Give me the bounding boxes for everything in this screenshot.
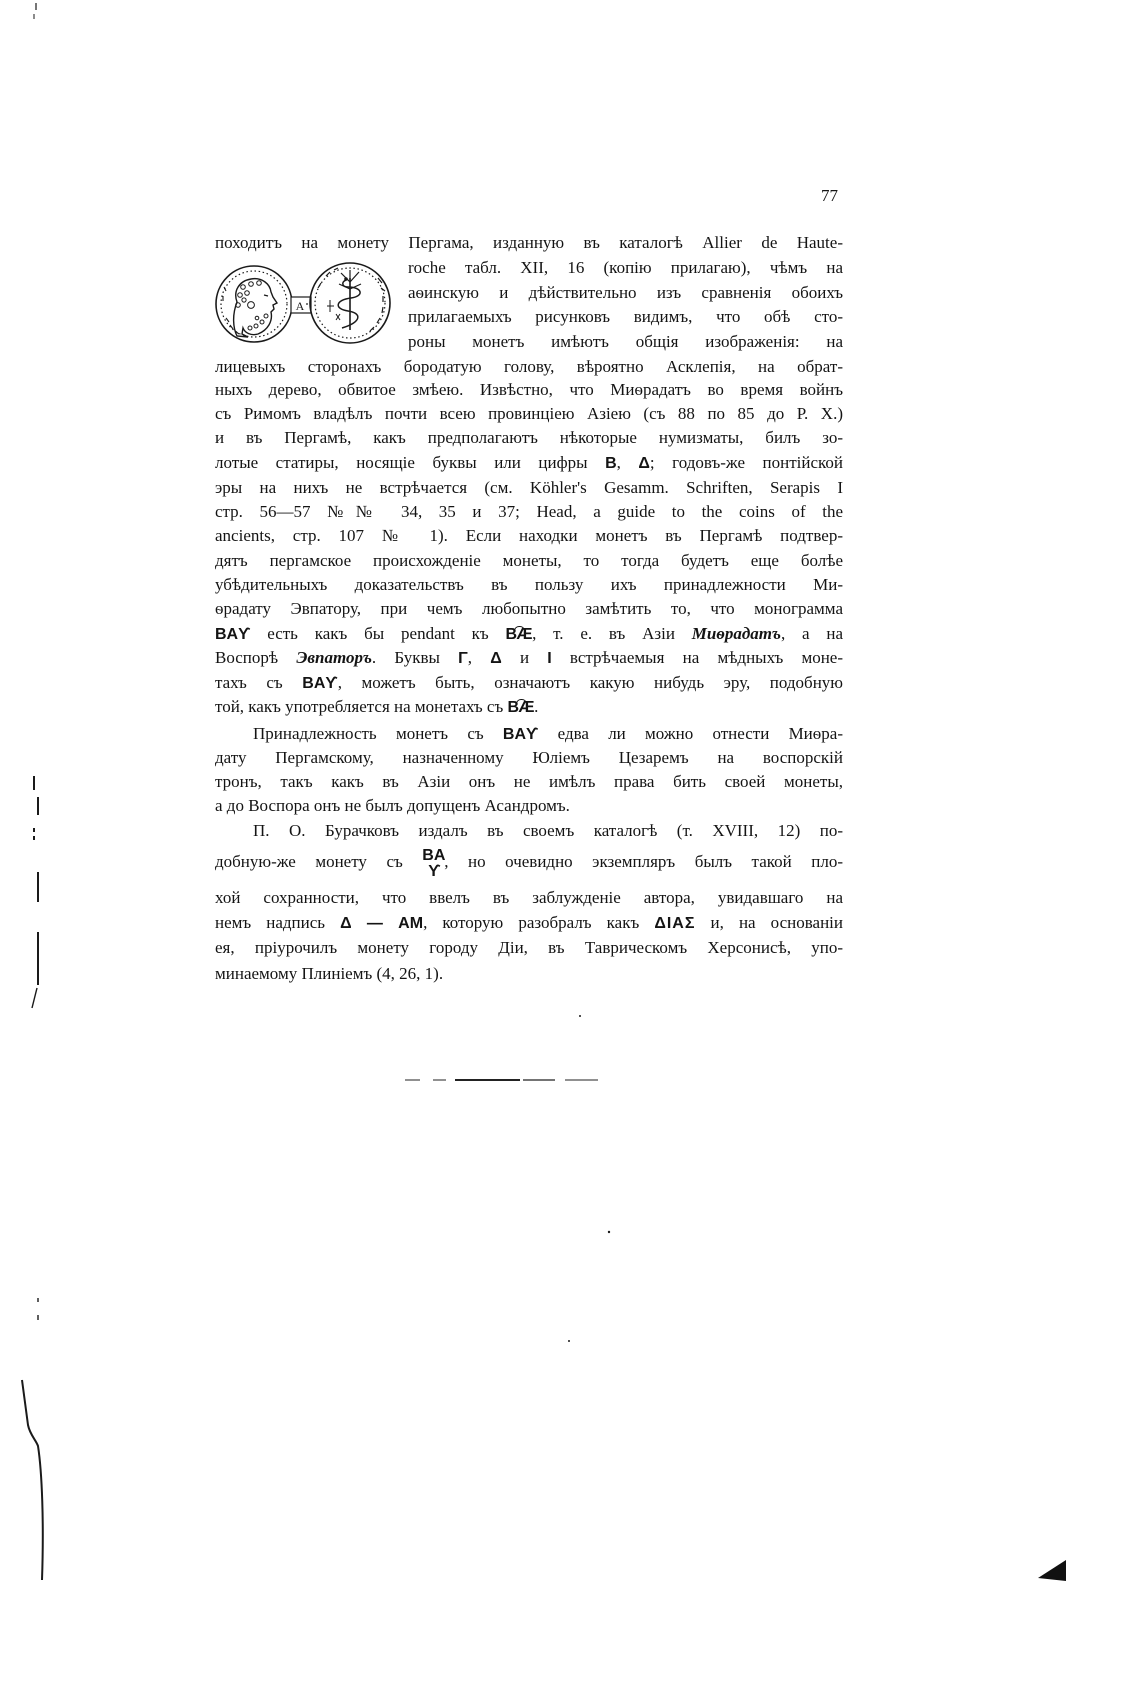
- text-run: тронъ, такъ какъ въ Азіи онъ не имѣлъ права бить своей монеты,: [215, 772, 843, 791]
- emphasized-name: Эвпаторъ: [296, 648, 372, 667]
- text-line: [253, 818, 843, 843]
- greek-letters: Δ: [638, 455, 650, 472]
- text-run: ,: [467, 648, 491, 667]
- text-line: [215, 745, 843, 770]
- text-run: походитъ на монету Пергама, изданную въ каталогѣ Allier de Haute-: [215, 233, 843, 252]
- greek-letters: ΔΙΑΣ: [654, 915, 696, 932]
- text-run: дату Пергамскому, назначенному Юліемъ Цезаремъ на воспорскій: [215, 748, 843, 767]
- text-run: . Буквы: [371, 648, 459, 667]
- text-run: стр. 56—57 №№ 34, 35 и 37; Head, a guide to the coins of the: [215, 502, 843, 521]
- text-run: роны монетъ имѣютъ общія изображенія: на: [408, 332, 843, 351]
- text-line: [215, 450, 843, 475]
- text-line: [215, 961, 843, 986]
- text-run: дятъ пергамское происхожденіе монеты, то тогда будетъ еще болѣе: [215, 551, 843, 570]
- emphasized-name: Миѳрадатъ: [691, 624, 781, 643]
- text-run: той, какъ употребляется на монетахъ съ: [215, 697, 508, 716]
- text-run: Воспорѣ: [215, 648, 297, 667]
- text-line: [215, 230, 843, 255]
- text-line: [215, 935, 843, 960]
- text-run: и: [501, 648, 548, 667]
- text-run: ѳрадату Эвпатору, при чемъ любопытно замѣтить то, что монограмма: [215, 599, 843, 618]
- text-line: [215, 499, 843, 524]
- connector-label: A: [295, 299, 305, 313]
- text-line: [215, 793, 843, 818]
- monogram-bottom: ϒ: [428, 863, 441, 881]
- text-line: [215, 847, 843, 881]
- page-number: 77: [821, 186, 838, 205]
- text-run: ныхъ дерево, обвитое змѣею. Извѣстно, что Миѳрадатъ во время войнъ: [215, 380, 843, 399]
- text-line: [215, 401, 843, 426]
- text-line: [215, 523, 843, 548]
- text-line: [215, 425, 843, 450]
- text-run: , т. е. въ Азіи: [532, 624, 692, 643]
- monogram-ligature: BÆ: [507, 699, 535, 716]
- greek-letters: BAϒ: [215, 626, 251, 643]
- text-run: прилагаемыхъ рисунковъ видимъ, что обѣ сто-: [408, 307, 843, 326]
- text-line: [215, 475, 843, 500]
- greek-letters: Δ: [490, 650, 502, 667]
- text-run: встрѣчаемыя на мѣдныхъ моне-: [551, 648, 844, 667]
- text-run: и, на основаніи: [695, 913, 843, 932]
- text-run: съ Римомъ владѣлъ почти всею провинціею Азіею (съ 88 по 85 до Р. Х.): [215, 404, 843, 423]
- greek-letters: I: [547, 650, 552, 667]
- text-line: [215, 885, 843, 910]
- text-run: ея, пріурочилъ монету городу Діи, въ Таврическомъ Херсонисѣ, упо-: [215, 938, 843, 957]
- text-run: убѣдительныхъ доказательствъ въ пользу ихъ принадлежности Ми-: [215, 575, 843, 594]
- text-line: [408, 329, 843, 354]
- greek-letters: Δ — AM: [340, 915, 424, 932]
- greek-letters: Γ: [458, 650, 468, 667]
- text-line: [215, 694, 843, 719]
- text-run: есть какъ бы pendant къ: [250, 624, 506, 643]
- text-line: [215, 596, 843, 621]
- text-run: лотые статиры, носящіе буквы или цифры: [215, 453, 606, 472]
- text-run: лицевыхъ сторонахъ бородатую голову, вѣроятно Асклепія, на обрат-: [215, 357, 843, 376]
- text-run: и въ Пергамѣ, какъ предполагаютъ нѣкоторые нумизматы, билъ зо-: [215, 428, 843, 447]
- text-run: Принадлежность монетъ съ: [253, 724, 503, 743]
- monogram-ligature: BÆ: [505, 626, 533, 643]
- text-line: [215, 670, 843, 695]
- text-run: , можетъ быть, означаютъ какую нибудь эру, подобную: [337, 673, 843, 692]
- text-run: а до Воспора онъ не былъ допущенъ Асандромъ.: [215, 796, 570, 815]
- text-run: roche табл. XII, 16 (копію прилагаю), чѣмъ на: [408, 258, 843, 277]
- text-line: [253, 721, 843, 746]
- text-run: минаемому Плиніемъ (4, 26, 1).: [215, 964, 444, 983]
- text-run: , а на: [780, 624, 843, 643]
- text-line: [215, 354, 843, 379]
- text-line: [215, 377, 843, 402]
- text-line: [215, 621, 843, 646]
- text-line: [215, 910, 843, 935]
- text-line: [408, 304, 843, 329]
- text-run: ; годовъ-же понтійской: [649, 453, 843, 472]
- text-run: ancients, стр. 107 № 1). Если находки монетъ въ Пергамѣ подтвер-: [215, 526, 843, 545]
- text-line: [215, 769, 843, 794]
- text-run: немъ надпись: [215, 913, 341, 932]
- greek-letters: BAϒ: [502, 726, 539, 743]
- text-run: хой сохранности, что ввелъ въ заблужденіе автора, увидавшаго на: [215, 888, 843, 907]
- text-run: П. О. Бурачковъ издалъ въ своемъ каталогѣ (т. XVIII, 12) по-: [253, 821, 843, 840]
- text-run: тахъ съ: [215, 673, 303, 692]
- greek-letters: BAϒ: [302, 675, 338, 692]
- text-run: эры на нихъ не встрѣчается (см. Köhler's Gesamm. Schriften, Serapis I: [215, 478, 843, 497]
- text-run: аѳинскую и дѣйствительно изъ сравненія обоихъ: [408, 283, 843, 302]
- monogram-top: BA: [422, 847, 446, 865]
- text-line: [215, 548, 843, 573]
- text-line: [408, 255, 843, 280]
- stacked-monogram: [422, 847, 446, 881]
- text-line: [215, 645, 843, 670]
- text-run: добную-же монету съ: [215, 852, 423, 871]
- text-line: [408, 280, 843, 305]
- greek-letters: B: [605, 455, 617, 472]
- text-run: едва ли можно отнести Миѳра-: [538, 724, 843, 743]
- text-run: , которую разобралъ какъ: [423, 913, 655, 932]
- text-line: [215, 572, 843, 597]
- text-run: , но очевидно экземпляръ былъ такой пло-: [444, 852, 843, 871]
- text-run: ,: [616, 453, 639, 472]
- text-run: .: [534, 697, 539, 716]
